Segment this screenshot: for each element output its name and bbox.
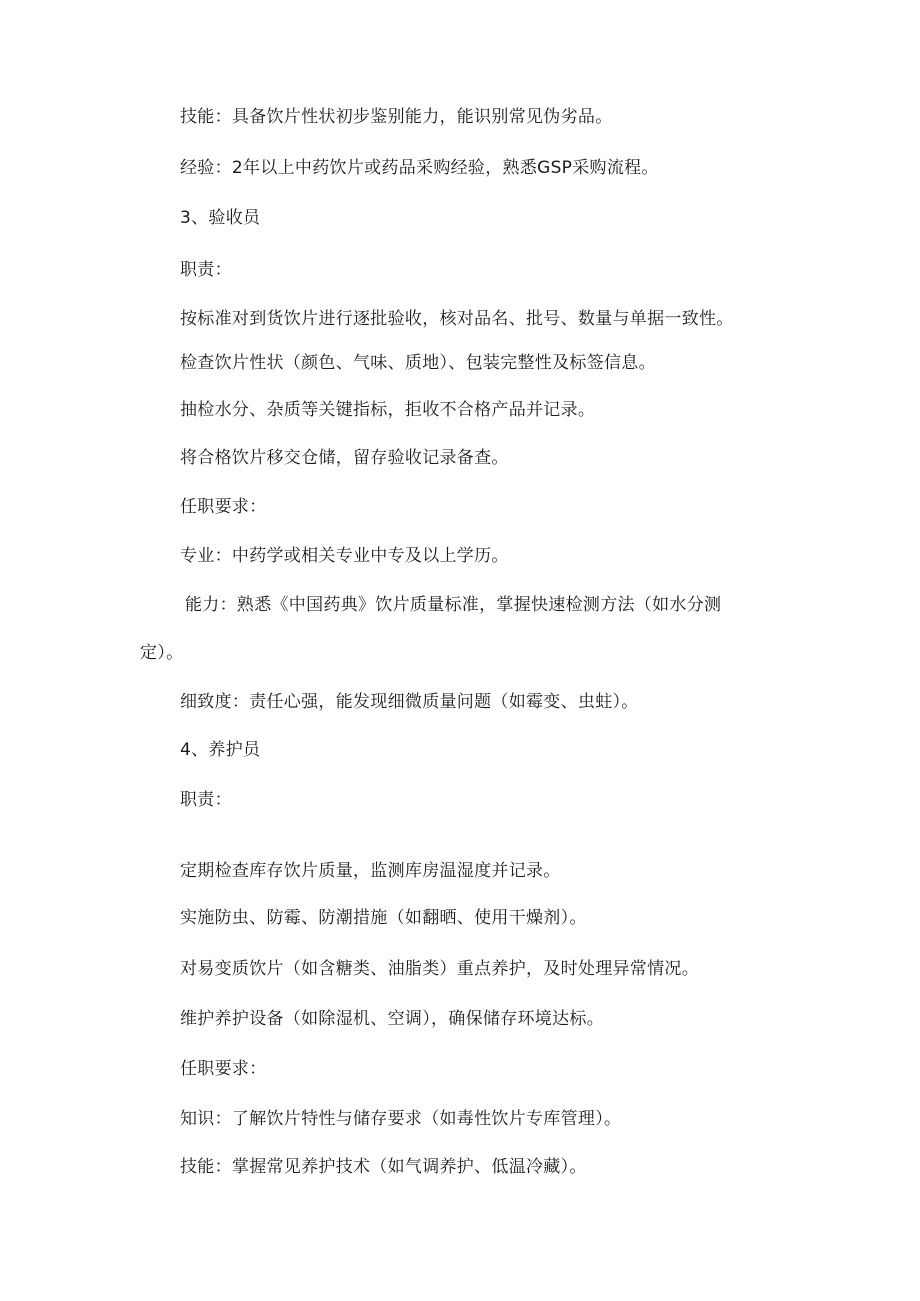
text-line: 任职要求： [180, 497, 267, 517]
section-heading: 3、验收员 [180, 208, 261, 228]
text-line: 知识：了解饮片特性与储存要求（如毒性饮片专库管理）。 [180, 1109, 622, 1129]
text-line: 能力：熟悉《中国药典》饮片质量标准，掌握快速检测方法（如水分测 [185, 595, 722, 615]
text-line: 将合格饮片移交仓储，留存验收记录备查。 [180, 448, 509, 468]
text-line: 抽检水分、杂质等关键指标，拒收不合格产品并记录。 [180, 400, 596, 420]
text-line: 经验：2年以上中药饮片或药品采购经验，熟悉GSP采购流程。 [180, 158, 659, 178]
text-line: 按标准对到货饮片进行逐批验收，核对品名、批号、数量与单据一致性。 [180, 309, 734, 329]
text-line: 对易变质饮片（如含糖类、油脂类）重点养护，及时处理异常情况。 [180, 959, 699, 979]
text-line: 技能：掌握常见养护技术（如气调养护、低温冷藏）。 [180, 1157, 587, 1177]
text-line: 职责： [180, 260, 232, 280]
text-line: 检查饮片性状（颜色、气味、质地）、包装完整性及标签信息。 [180, 353, 656, 373]
text-line: 定）。 [140, 643, 184, 663]
text-line: 实施防虫、防霉、防潮措施（如翻晒、使用干燥剂）。 [180, 908, 587, 928]
text-line: 细致度：责任心强，能发现细微质量问题（如霉变、虫蛀）。 [180, 692, 639, 712]
text-line: 专业：中药学或相关专业中专及以上学历。 [180, 546, 509, 566]
text-line: 职责： [180, 790, 232, 810]
text-line: 维护养护设备（如除湿机、空调），确保储存环境达标。 [180, 1009, 604, 1029]
text-line: 定期检查库存饮片质量，监测库房温湿度并记录。 [180, 861, 561, 881]
text-line: 技能：具备饮片性状初步鉴别能力，能识别常见伪劣品。 [180, 107, 613, 127]
section-heading: 4、养护员 [180, 740, 261, 760]
text-line: 任职要求： [180, 1059, 267, 1079]
